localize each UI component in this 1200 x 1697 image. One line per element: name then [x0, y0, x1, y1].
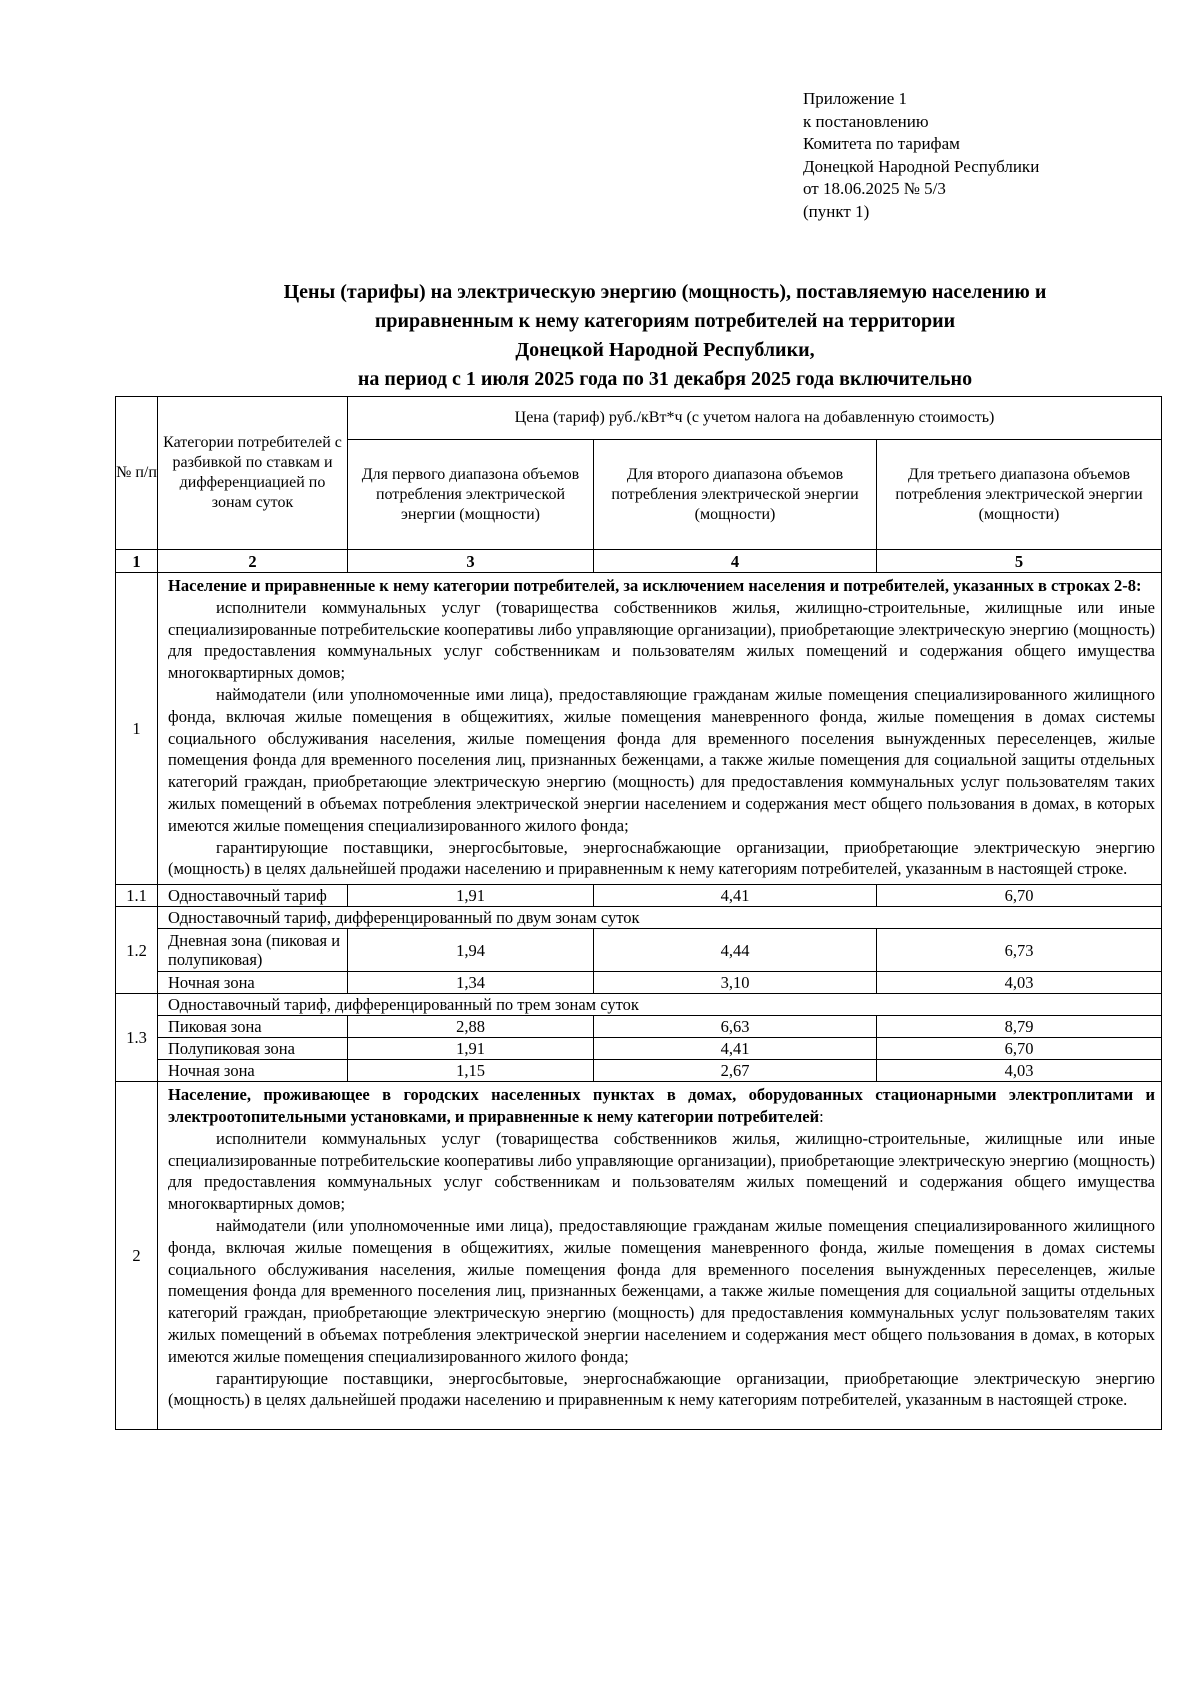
tariff-value: 1,91 — [348, 1038, 594, 1060]
tariff-value: 3,10 — [594, 972, 877, 994]
tariff-label: Пиковая зона — [158, 1016, 348, 1038]
section-2-lead-text: Население, проживающее в городских населенных пунктах в домах, оборудованных стационарными электроплитами и электроотопительными установками, и приравненные к нему категории потребителей — [168, 1085, 1156, 1126]
row-number: 2 — [116, 1082, 158, 1430]
table-row — [116, 1060, 1162, 1082]
header-range3: Для третьего диапазона объемов потребления электрической энергии (мощности) — [877, 440, 1162, 550]
tariff-value: 2,88 — [348, 1016, 594, 1038]
section-paragraph: наймодатели (или уполномоченные ими лица), предоставляющие гражданам жилые помещения специализированного жилищного фонда, включая жилые помещения в общежитиях, жилые помещения маневренного фонда, жилые помещения в домах системы социального обслуживания населения, жилые помещения фонда для временного поселения вынужденных переселенцев, жилые помещения фонда для временного поселения лиц, признанных беженцами, а также жилые помещения для социальной защиты отдельных категорий граждан, приобретающие электрическую энергию (мощность) для предоставления коммунальных услуг пользователям таких жилых помещений в объемах потребления электрической энергии населением и содержания мест общего пользования в домах, в которых имеются жилые помещения специализированного жилого фонда; — [168, 684, 1156, 835]
appendix-line: к постановлению — [803, 111, 929, 131]
tariff-value: 4,41 — [594, 1038, 877, 1060]
tariff-value: 1,91 — [348, 885, 594, 907]
row-number: 1 — [116, 573, 158, 885]
tariff-value: 4,44 — [594, 929, 877, 972]
title-line: приравненным к нему категориям потребителей на территории — [374, 310, 956, 332]
table-row — [116, 907, 1162, 929]
column-number-row — [116, 550, 1162, 573]
section-2-description — [158, 1082, 1162, 1430]
header-num: № п/п — [116, 397, 158, 550]
tariff-value: 6,73 — [877, 929, 1162, 972]
tariff-value: 6,70 — [877, 885, 1162, 907]
title-line: Донецкой Народной Республики, — [515, 339, 815, 361]
table-row — [116, 972, 1162, 994]
section-2-lead — [168, 1084, 1155, 1128]
appendix-line: Комитета по тарифам — [803, 134, 960, 153]
section-paragraph: исполнители коммунальных услуг (товарищества собственников жилья, жилищно-строительные, жилищные или иные специализированные потребительские кооперативы либо управляющие организации), приобретающие электрическую энергию (мощность) для предоставления коммунальных услуг собственникам и пользователям жилых помещений и содержания общего имущества многоквартирных домов; — [168, 1128, 1156, 1214]
subsection-title: Одноставочный тариф, дифференцированный по двум зонам суток — [158, 907, 1162, 929]
header-range2: Для второго диапазона объемов потребления электрической энергии (мощности) — [594, 440, 877, 550]
tariff-value: 1,94 — [348, 929, 594, 972]
row-number: 1.1 — [116, 885, 158, 907]
table-row — [116, 885, 1162, 907]
tariff-value: 4,03 — [877, 972, 1162, 994]
appendix-line: (пункт 1) — [803, 201, 870, 221]
row-number: 1.3 — [116, 994, 158, 1082]
tariff-value: 1,34 — [348, 972, 594, 994]
section-1-row — [116, 573, 1162, 885]
column-number: 3 — [348, 550, 594, 573]
section-paragraph: исполнители коммунальных услуг (товарищества собственников жилья, жилищно-строительные, жилищные или иные специализированные потребительские кооперативы либо управляющие организации), приобретающие электрическую энергию (мощность) для предоставления коммунальных услуг собственникам и пользователям жилых помещений и содержания общего имущества многоквартирных домов; — [168, 597, 1156, 683]
column-number: 1 — [116, 550, 158, 573]
column-number: 4 — [594, 550, 877, 573]
document-title — [190, 278, 1140, 394]
tariff-value: 4,03 — [877, 1060, 1162, 1082]
appendix-block — [803, 88, 1039, 223]
tariff-value: 8,79 — [877, 1016, 1162, 1038]
section-paragraph: наймодатели (или уполномоченные ими лица), предоставляющие гражданам жилые помещения специализированного жилищного фонда, включая жилые помещения в общежитиях, жилые помещения маневренного фонда, жилые помещения в домах системы социального обслуживания населения, жилые помещения фонда для временного поселения вынужденных переселенцев, жилые помещения фонда для временного поселения лиц, признанных беженцами, а также жилые помещения для социальной защиты отдельных категорий граждан, приобретающие электрическую энергию (мощность) для предоставления коммунальных услуг пользователям таких жилых помещений в объемах потребления электрической энергии населением и содержания мест общего пользования в домах, в которых имеются жилые помещения специализированного жилого фонда; — [168, 1215, 1156, 1366]
table-row — [116, 929, 1162, 972]
table-row — [116, 994, 1162, 1016]
table-row — [116, 1016, 1162, 1038]
header-price: Цена (тариф) руб./кВт*ч (с учетом налога на добавленную стоимость) — [348, 397, 1162, 440]
tariff-value: 4,41 — [594, 885, 877, 907]
title-line: Цены (тарифы) на электрическую энергию (мощность), поставляемую населению и — [283, 281, 1047, 303]
tariff-table — [115, 396, 1162, 1430]
tariff-value: 1,15 — [348, 1060, 594, 1082]
column-number: 2 — [158, 550, 348, 573]
header-row — [116, 397, 1162, 440]
tariff-label: Ночная зона — [158, 972, 348, 994]
tariff-label: Дневная зона (пиковая и полупиковая) — [158, 929, 348, 972]
tariff-label: Одноставочный тариф — [158, 885, 348, 907]
column-number: 5 — [877, 550, 1162, 573]
tariff-value: 6,63 — [594, 1016, 877, 1038]
header-category: Категории потребителей с разбивкой по ставкам и дифференциацией по зонам суток — [158, 397, 348, 550]
section-paragraph: гарантирующие поставщики, энергосбытовые, энергоснабжающие организации, приобретающие электрическую энергию (мощность) в целях дальнейшей продажи населению и приравненным к нему категориям потребителей, указанным в настоящей строке. — [168, 837, 1156, 879]
tariff-value: 2,67 — [594, 1060, 877, 1082]
appendix-line: от 18.06.2025 № 5/3 — [803, 179, 946, 198]
tariff-label: Ночная зона — [158, 1060, 348, 1082]
appendix-line: Донецкой Народной Республики — [803, 156, 1040, 176]
header-range1: Для первого диапазона объемов потребления электрической энергии (мощности) — [348, 440, 594, 550]
section-2-row — [116, 1082, 1162, 1430]
table-row — [116, 1038, 1162, 1060]
row-number: 1.2 — [116, 907, 158, 994]
section-1-description — [158, 573, 1162, 885]
subsection-title: Одноставочный тариф, дифференцированный по трем зонам суток — [158, 994, 1162, 1016]
section-1-lead: Население и приравненные к нему категории потребителей, за исключением населения и потребителей, указанных в строках 2-8: — [168, 576, 1142, 595]
section-2-lead-tail: : — [819, 1106, 824, 1126]
section-paragraph: гарантирующие поставщики, энергосбытовые, энергоснабжающие организации, приобретающие электрическую энергию (мощность) в целях дальнейшей продажи населению и приравненным к нему категориям потребителей, указанным в настоящей строке. — [168, 1368, 1156, 1410]
title-line: на период с 1 июля 2025 года по 31 декабря 2025 года включительно — [357, 368, 973, 390]
appendix-line: Приложение 1 — [803, 89, 907, 108]
tariff-label: Полупиковая зона — [158, 1038, 348, 1060]
tariff-value: 6,70 — [877, 1038, 1162, 1060]
